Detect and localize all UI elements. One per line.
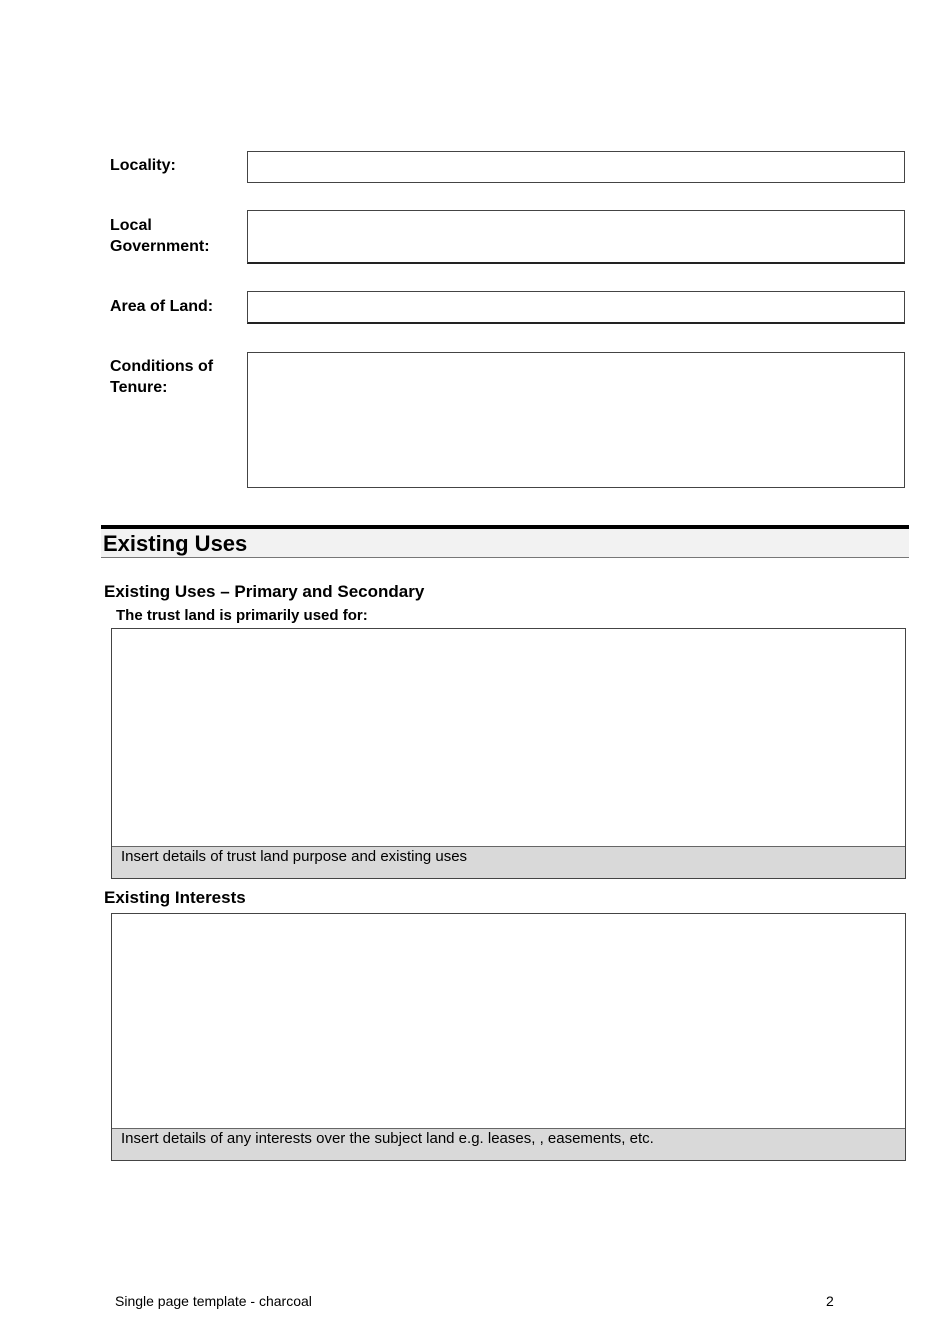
- local-government-field[interactable]: [247, 210, 905, 264]
- area-of-land-field[interactable]: [247, 291, 905, 324]
- conditions-of-tenure-label: [110, 356, 240, 398]
- locality-field[interactable]: [247, 151, 905, 183]
- footer-template-name: Single page template - charcoal: [115, 1293, 312, 1309]
- existing-uses-input[interactable]: [112, 629, 905, 846]
- existing-interests-box: [111, 913, 906, 1161]
- existing-uses-section-header: [101, 525, 909, 558]
- existing-uses-prompt: The trust land is primarily used for:: [116, 607, 368, 624]
- local-government-label: [110, 215, 240, 257]
- conditions-of-tenure-label-line2: Tenure:: [110, 379, 168, 396]
- local-government-label-line1: Local: [110, 217, 152, 234]
- area-of-land-label: Area of Land:: [110, 298, 214, 315]
- existing-interests-heading: Existing Interests: [104, 888, 246, 907]
- existing-interests-hint: Insert details of any interests over the subject land e.g. leases, , easements, etc.: [112, 1128, 905, 1160]
- footer-page-number: 2: [826, 1293, 834, 1309]
- conditions-of-tenure-field[interactable]: [247, 352, 905, 488]
- existing-interests-input[interactable]: [112, 914, 905, 1128]
- locality-label: Locality:: [110, 157, 176, 174]
- section-title: Existing Uses: [103, 531, 248, 556]
- existing-uses-subheading: Existing Uses – Primary and Secondary: [104, 582, 425, 601]
- existing-uses-hint: Insert details of trust land purpose and existing uses: [112, 846, 905, 878]
- existing-uses-box: [111, 628, 906, 879]
- conditions-of-tenure-label-line1: Conditions of: [110, 358, 214, 375]
- local-government-label-line2: Government:: [110, 238, 210, 255]
